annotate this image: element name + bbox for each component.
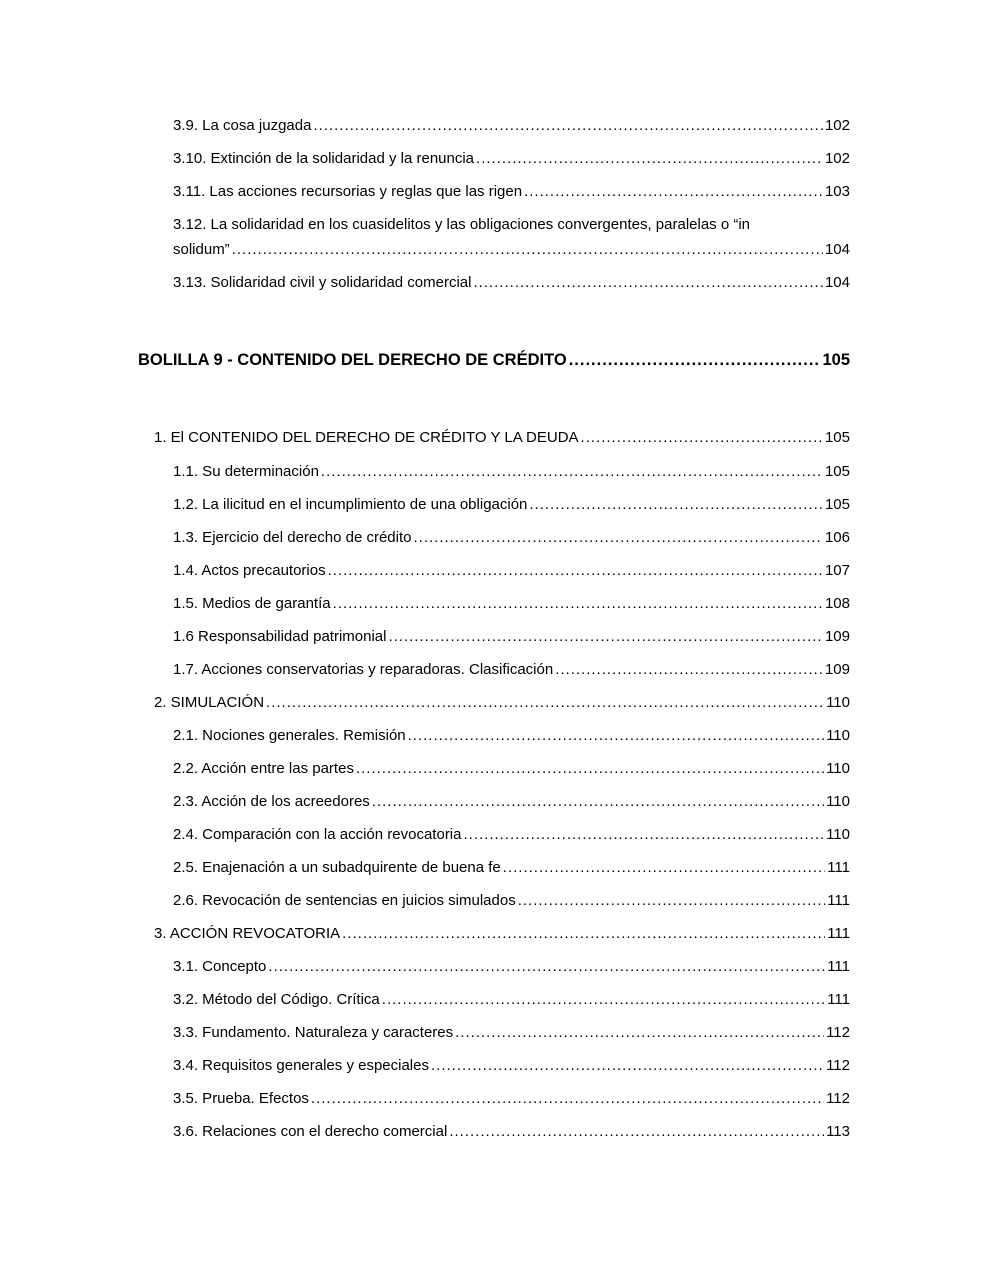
toc-entry-page: 111 bbox=[827, 958, 850, 975]
toc-entry-1-6[interactable] bbox=[173, 627, 850, 647]
toc-entry-label: 1.1. Su determinación bbox=[173, 463, 319, 480]
toc-leader-dots bbox=[555, 660, 823, 680]
toc-leader-dots bbox=[524, 182, 823, 202]
toc-leader-dots bbox=[518, 891, 825, 911]
toc-entry-page: 103 bbox=[824, 183, 850, 200]
toc-leader-dots bbox=[388, 627, 823, 647]
toc-entry-label: 3.3. Fundamento. Naturaleza y caracteres bbox=[173, 1024, 454, 1041]
toc-entry-3-3[interactable] bbox=[173, 1023, 850, 1043]
toc-entry-page: 106 bbox=[824, 529, 850, 546]
toc-entry-3-9[interactable] bbox=[173, 116, 850, 136]
toc-entry-label: 3.9. La cosa juzgada bbox=[173, 117, 312, 134]
toc-leader-dots bbox=[408, 726, 824, 746]
toc-entry-label: 1.3. Ejercicio del derecho de crédito bbox=[173, 529, 412, 546]
toc-entry-page: 113 bbox=[826, 1123, 850, 1140]
toc-entry-1-4[interactable] bbox=[173, 561, 850, 581]
toc-entry-page: 102 bbox=[824, 117, 850, 134]
toc-entry-page: 110 bbox=[826, 760, 850, 777]
toc-leader-dots bbox=[476, 149, 823, 169]
toc-entry-label: 2.5. Enajenación a un subadquirente de buena fe bbox=[173, 859, 501, 876]
toc-entry-2-6[interactable] bbox=[173, 891, 850, 911]
toc-entry-page: 110 bbox=[826, 694, 850, 711]
toc-entry-page: 105 bbox=[824, 496, 850, 513]
toc-entry-label: 1. El CONTENIDO DEL DERECHO DE CRÉDITO Y LA DEUDA bbox=[154, 429, 579, 446]
toc-entry-1-3[interactable] bbox=[173, 528, 850, 548]
toc-entry-page: 107 bbox=[824, 562, 850, 579]
toc-entry-2-4[interactable] bbox=[173, 825, 850, 845]
toc-entry-label: 3.2. Método del Código. Crítica bbox=[173, 991, 380, 1008]
toc-entry-label: 2.3. Acción de los acreedores bbox=[173, 793, 370, 810]
toc-entry-label: 2.2. Acción entre las partes bbox=[173, 760, 354, 777]
toc-entry-3-13[interactable] bbox=[173, 273, 850, 293]
toc-leader-dots bbox=[431, 1056, 824, 1076]
toc-entry-label: 2.4. Comparación con la acción revocatoria bbox=[173, 826, 462, 843]
toc-entry-label: solidum” bbox=[173, 241, 230, 258]
toc-leader-dots bbox=[232, 240, 823, 260]
toc-entry-2-5[interactable] bbox=[173, 858, 850, 878]
toc-leader-dots bbox=[382, 990, 825, 1010]
toc-heading-bolilla-9[interactable] bbox=[138, 350, 850, 370]
toc-entry-3-11[interactable] bbox=[173, 182, 850, 202]
toc-entry-3-6[interactable] bbox=[173, 1122, 850, 1142]
toc-entry-label: 3.5. Prueba. Efectos bbox=[173, 1090, 309, 1107]
toc-entry-label: 1.2. La ilicitud en el incumplimiento de una obligación bbox=[173, 496, 528, 513]
toc-entry-page: 111 bbox=[827, 859, 850, 876]
toc-leader-dots bbox=[473, 273, 822, 293]
toc-leader-dots bbox=[342, 924, 825, 944]
toc-entry-page: 102 bbox=[824, 150, 850, 167]
toc-entry-1-2[interactable] bbox=[173, 495, 850, 515]
toc-entry-1-7[interactable] bbox=[173, 660, 850, 680]
toc-leader-dots bbox=[529, 495, 823, 515]
toc-entry-page: 111 bbox=[827, 925, 850, 942]
toc-leader-dots bbox=[569, 350, 821, 370]
toc-entry-page: 108 bbox=[824, 595, 850, 612]
toc-leader-dots bbox=[266, 693, 824, 713]
toc-heading-page: 105 bbox=[822, 351, 850, 369]
toc-leader-dots bbox=[333, 594, 823, 614]
toc-leader-dots bbox=[311, 1089, 824, 1109]
toc-entry-page: 111 bbox=[827, 892, 850, 909]
toc-entry-1-1[interactable] bbox=[173, 462, 850, 482]
toc-entry-label: 3.10. Extinción de la solidaridad y la renuncia bbox=[173, 150, 475, 167]
toc-entry-page: 109 bbox=[824, 661, 850, 678]
toc-entry-2-2[interactable] bbox=[173, 759, 850, 779]
toc-heading-label: BOLILLA 9 - CONTENIDO DEL DERECHO DE CRÉDITO bbox=[138, 351, 567, 369]
toc-entry-page: 110 bbox=[826, 793, 850, 810]
toc-leader-dots bbox=[503, 858, 825, 878]
toc-entry-3[interactable] bbox=[154, 924, 850, 944]
toc-entry-page: 104 bbox=[824, 241, 850, 258]
toc-entry-2-3[interactable] bbox=[173, 792, 850, 812]
toc-entry-3-12-line1[interactable]: 3.12. La solidaridad en los cuasidelitos y las obligaciones convergentes, paralelas o “in bbox=[173, 216, 751, 233]
toc-entry-label: 2. SIMULACIÓN bbox=[154, 694, 265, 711]
toc-entry-label: 1.4. Actos precautorios bbox=[173, 562, 326, 579]
toc-entry-label: 2.6. Revocación de sentencias en juicios simulados bbox=[173, 892, 516, 909]
toc-entry-page: 112 bbox=[826, 1024, 850, 1041]
toc-entry-page: 110 bbox=[826, 727, 850, 744]
toc-leader-dots bbox=[464, 825, 825, 845]
toc-leader-dots bbox=[455, 1023, 824, 1043]
toc-entry-label: 1.6 Responsabilidad patrimonial bbox=[173, 628, 387, 645]
toc-entry-page: 110 bbox=[826, 826, 850, 843]
toc-entry-label: 3. ACCIÓN REVOCATORIA bbox=[154, 925, 341, 942]
toc-leader-dots bbox=[313, 116, 823, 136]
toc-leader-dots bbox=[356, 759, 824, 779]
toc-leader-dots bbox=[449, 1122, 824, 1142]
toc-leader-dots bbox=[581, 428, 823, 448]
toc-entry-2-1[interactable] bbox=[173, 726, 850, 746]
toc-entry-page: 109 bbox=[824, 628, 850, 645]
toc-entry-3-5[interactable] bbox=[173, 1089, 850, 1109]
toc-entry-3-4[interactable] bbox=[173, 1056, 850, 1076]
toc-leader-dots bbox=[328, 561, 823, 581]
toc-entry-label: 2.1. Nociones generales. Remisión bbox=[173, 727, 406, 744]
toc-entry-3-1[interactable] bbox=[173, 957, 850, 977]
toc-entry-3-12[interactable] bbox=[173, 240, 850, 260]
toc-entry-page: 112 bbox=[826, 1090, 850, 1107]
toc-entry-page: 104 bbox=[824, 274, 850, 291]
toc-entry-label: 3.4. Requisitos generales y especiales bbox=[173, 1057, 429, 1074]
toc-entry-page: 111 bbox=[827, 991, 850, 1008]
toc-leader-dots bbox=[268, 957, 825, 977]
toc-entry-label: 1.5. Medios de garantía bbox=[173, 595, 331, 612]
toc-leader-dots bbox=[413, 528, 822, 548]
toc-entry-page: 105 bbox=[824, 463, 850, 480]
toc-entry-label: 3.1. Concepto bbox=[173, 958, 267, 975]
toc-entry-1-5[interactable] bbox=[173, 594, 850, 614]
toc-entry-label: 3.6. Relaciones con el derecho comercial bbox=[173, 1123, 448, 1140]
toc-entry-label: 3.11. Las acciones recursorias y reglas que las rigen bbox=[173, 183, 523, 200]
toc-entry-page: 112 bbox=[826, 1057, 850, 1074]
toc-entry-label: 3.13. Solidaridad civil y solidaridad comercial bbox=[173, 274, 472, 291]
toc-entry-page: 105 bbox=[824, 429, 850, 446]
toc-leader-dots bbox=[321, 462, 823, 482]
toc-entry-2[interactable] bbox=[154, 693, 850, 713]
toc-entry-1[interactable] bbox=[154, 428, 850, 448]
toc-entry-3-2[interactable] bbox=[173, 990, 850, 1010]
toc-entry-3-10[interactable] bbox=[173, 149, 850, 169]
toc-leader-dots bbox=[372, 792, 824, 812]
toc-entry-label: 1.7. Acciones conservatorias y reparadoras. Clasificación bbox=[173, 661, 554, 678]
